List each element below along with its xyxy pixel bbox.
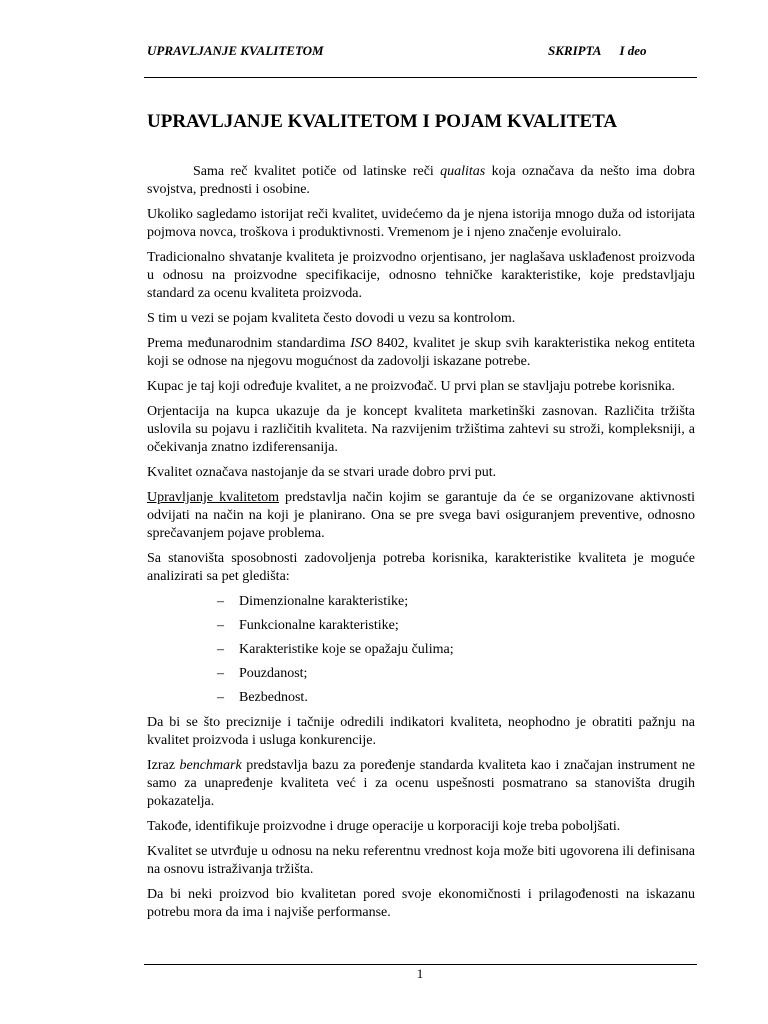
- paragraph-7: Orjentacija na kupca ukazuje da je koncept kvaliteta marketinški zasnovan. Različita tržišta uslovila su pojavu i različitih kvaliteta. Na razvijenim tržištima zahtevi su stroži, kompleksniji, a očekivanja znatno izdiferensanija.: [147, 404, 695, 455]
- list-item-text: Funkcionalne karakteristike;: [239, 618, 399, 633]
- list-item: [217, 593, 695, 611]
- paragraph-8: Kvalitet označava nastojanje da se stvari urade dobro prvi put.: [147, 465, 497, 480]
- paragraph-1: [147, 163, 695, 199]
- paragraph-12: [147, 757, 695, 811]
- dash-marker: –: [217, 594, 224, 609]
- aspects-list: [147, 593, 695, 707]
- paragraph-5: [147, 335, 695, 371]
- paragraph-13: Takođe, identifikuje proizvodne i druge operacije u korporaciji koje treba poboljšati.: [147, 819, 621, 834]
- list-item: [217, 641, 695, 659]
- paragraph-1-text-c: koja označava da nešto ima dobra svojstva, prednosti i osobine.: [147, 164, 695, 197]
- paragraph-4: S tim u vezi se pojam kvaliteta često dovodi u vezu sa kontrolom.: [147, 311, 516, 326]
- paragraph-15: Da bi neki proizvod bio kvalitetan pored svoje ekonomičnosti i prilagođenosti na iskazanu potrebu mora da ima i najviše performanse.: [147, 887, 695, 920]
- dash-marker: –: [217, 666, 224, 681]
- header-script-label: SKRIPTA: [548, 43, 602, 58]
- header-right: [548, 43, 647, 59]
- paragraph-12-text-a: Izraz: [147, 758, 180, 773]
- dash-marker: –: [217, 618, 224, 633]
- paragraph-10: Sa stanovišta sposobnosti zadovoljenja potreba korisnika, karakteristike kvaliteta je moguće analizirati sa pet gledišta:: [147, 551, 695, 584]
- paragraph-5-text-a: Prema međunarodnim standardima: [147, 336, 351, 351]
- page-title: UPRAVLJANJE KVALITETOM I POJAM KVALITETA: [147, 111, 618, 132]
- list-item-text: Bezbednost.: [239, 690, 308, 705]
- paragraph-5-term: ISO: [350, 336, 372, 351]
- paragraph-12-text-c: predstavlja bazu za poređenje standarda kvaliteta kao i značajan instrument ne samo za unapređenje kvaliteta već i za ocenu uspešnosti posmatrano sa stanovišta drugih pokazatelja.: [147, 758, 695, 809]
- paragraph-11: Da bi se što preciznije i tačnije odredili indikatori kvaliteta, neophodno je obratiti pažnju na kvalitet proizvoda i usluga konkurencije.: [147, 715, 695, 748]
- footer-rule: [144, 964, 697, 965]
- header-title: UPRAVLJANJE KVALITETOM: [147, 43, 324, 58]
- dash-marker: –: [217, 642, 224, 657]
- header-rule: [144, 77, 697, 78]
- list-item-text: Karakteristike koje se opažaju čulima;: [239, 642, 454, 657]
- page-number: 1: [416, 966, 424, 981]
- paragraph-14: Kvalitet se utvrđuje u odnosu na neku referentnu vrednost koja može biti ugovorena ili definisana na osnovu istraživanja tržišta.: [147, 844, 695, 877]
- paragraph-3: Tradicionalno shvatanje kvaliteta je proizvodno orjentisano, jer naglašava usklađenost proizvoda u odnosu na proizvodne specifikacije, odnosno tehničke karakteristike, koje predstavljaju standard za ocenu kvaliteta proizvoda.: [147, 250, 695, 301]
- paragraph-1-text-a: Sama reč kvalitet potiče od latinske reči: [193, 164, 441, 179]
- paragraph-9-text: predstavlja način kojim se garantuje da će se organizovane aktivnosti odvijati na način na koji je planirano. Ona se pre svega bavi osiguranjem preventive, odnosno sprečavanjem pojave problema.: [147, 490, 695, 541]
- paragraph-9: [147, 489, 695, 543]
- document-body: [147, 163, 695, 929]
- paragraph-5-text-c: 8402, kvalitet je skup svih karakteristika nekog entiteta koji se odnose na njegovu mogućnost da zadovolji iskazane potrebe.: [147, 336, 695, 369]
- list-item: [217, 665, 695, 683]
- list-item-text: Pouzdanost;: [239, 666, 308, 681]
- paragraph-6: Kupac je taj koji određuje kvalitet, a ne proizvođač. U prvi plan se stavljaju potrebe korisnika.: [147, 379, 675, 394]
- list-item: [217, 617, 695, 635]
- paragraph-12-term: benchmark: [179, 758, 242, 773]
- dash-marker: –: [217, 690, 224, 705]
- list-item-text: Dimenzionalne karakteristike;: [239, 594, 409, 609]
- list-item: [217, 689, 695, 707]
- paragraph-2: Ukoliko sagledamo istorijat reči kvalitet, uvidećemo da je njena istorija mnogo duža od istorijata pojmova novca, troškova i produktivnosti. Vremenom je i njeno značenje evoluiralo.: [147, 207, 695, 240]
- paragraph-9-term: Upravljanje kvalitetom: [147, 490, 279, 505]
- header-part-label: I deo: [619, 43, 647, 58]
- paragraph-1-term: qualitas: [440, 164, 486, 179]
